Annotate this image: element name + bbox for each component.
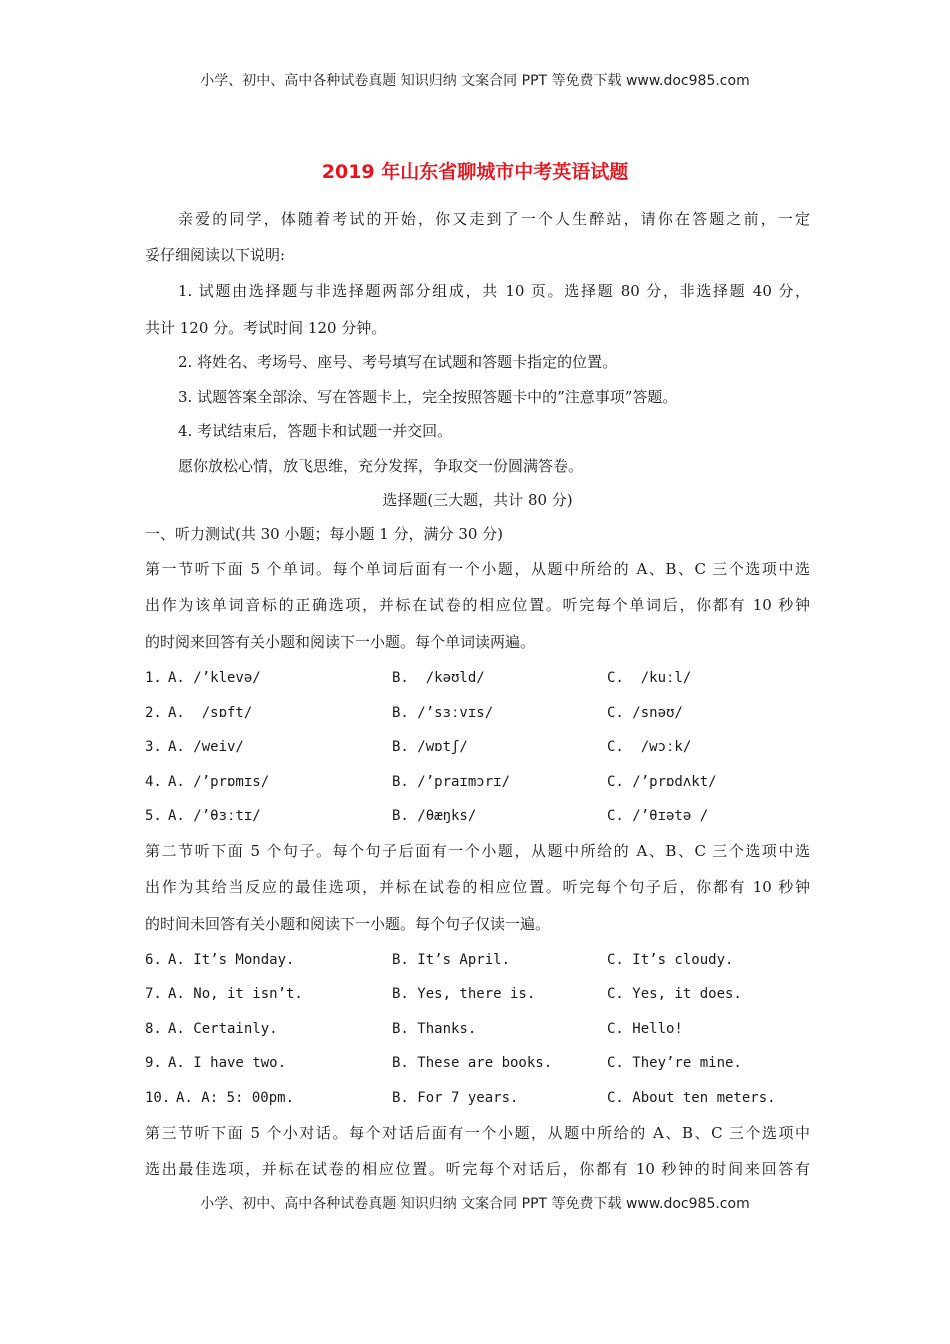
option-b: B. These are books. [392, 1055, 553, 1071]
option-b: B. Yes, there is. [392, 986, 536, 1002]
question-number: 1. [145, 670, 162, 686]
instruction-1a: 1. 试题由选择题与非选择题两部分组成，共 10 页。选择题 80 分，非选择题 40 分， [178, 282, 810, 300]
page-title: 2019 年山东省聊城市中考英语试题 [321, 161, 629, 183]
option-a: A. It’s Monday. [168, 952, 295, 968]
option-a: A. /weiv/ [168, 739, 244, 755]
wish-line: 愿你放松心情，放飞思维，充分发挥，争取交一份圆满答卷。 [178, 457, 584, 475]
question-number: 10. [145, 1090, 171, 1106]
section3-instruction-1: 第三节听下面 5 个小对话。每个对话后面有一个小题，从题中所给的 A、B、C 三个选项中 [145, 1124, 810, 1142]
section1-instruction-1: 第一节听下面 5 个单词。每个单词后面有一个小题，从题中所给的 A、B、C 三个选项中选 [145, 560, 810, 578]
section2-instruction-1: 第二节听下面 5 个句子。每个句子后面有一个小题，从题中所给的 A、B、C 三个选项中选 [145, 842, 810, 860]
intro-line-2: 妥仔细阅读以下说明: [145, 246, 286, 264]
option-b: B. /kəʊld/ [392, 670, 485, 686]
option-a: A. Certainly. [168, 1021, 278, 1037]
option-b: B. Thanks. [392, 1021, 477, 1037]
page-header: 小学、初中、高中各种试卷真题 知识归纳 文案合同 PPT 等免费下载 www.doc985.com [200, 73, 750, 89]
question-number: 5. [145, 808, 162, 824]
section2-instruction-2: 出作为其给当反应的最佳选项，并标在试卷的相应位置。听完每个句子后，你都有 10 秒钟 [145, 878, 810, 896]
option-c: C. Hello! [607, 1021, 683, 1037]
option-a: A. A: 5: 00pm. [176, 1090, 295, 1106]
question-number: 6. [145, 952, 162, 968]
option-a: A. /’θɜːtɪ/ [168, 808, 261, 824]
question-number: 3. [145, 739, 162, 755]
intro-line-1: 亲爱的同学，体随着考试的开始，你又走到了一个人生醉站，请你在答题之前，一定 [178, 210, 810, 228]
option-b: B. /θæŋks/ [392, 808, 477, 824]
question-number: 2. [145, 705, 162, 721]
option-a: A. No, it isn’t. [168, 986, 303, 1002]
option-a: A. /’prɒmɪs/ [168, 774, 270, 790]
section3-instruction-2: 选出最佳选项，并标在试卷的相应位置。听完每个对话后，你都有 10 秒钟的时间来回答有 [145, 1160, 810, 1178]
section2-instruction-3: 的时间未回答有关小题和阅读下一小题。每个句子仅读一遍。 [145, 915, 551, 933]
instruction-1b: 共计 120 分。考试时间 120 分钟。 [145, 319, 387, 337]
option-c: C. /kuːl/ [607, 670, 692, 686]
instruction-4: 4. 考试结束后，答题卡和试题一并交回。 [178, 422, 453, 440]
option-c: C. They’re mine. [607, 1055, 742, 1071]
option-b: B. /’praɪmɔrɪ/ [392, 774, 511, 790]
instruction-3: 3. 试题答案全部涂、写在答题卡上，完全按照答题卡中的”注意事项”答题。 [178, 388, 678, 406]
option-b: B. For 7 years. [392, 1090, 519, 1106]
option-c: C. /snəʊ/ [607, 705, 683, 721]
option-a: A. /’klevə/ [168, 670, 261, 686]
question-number: 9. [145, 1055, 162, 1071]
question-number: 7. [145, 986, 162, 1002]
part-heading: 选择题(三大题，共计 80 分) [382, 491, 573, 509]
option-b: B. /wɒtʃ/ [392, 739, 468, 755]
option-c: C. It’s cloudy. [607, 952, 734, 968]
option-b: B. It’s April. [392, 952, 511, 968]
option-a: A. /sɒft/ [168, 705, 253, 721]
question-number: 8. [145, 1021, 162, 1037]
option-a: A. I have two. [168, 1055, 287, 1071]
option-c: C. /wɔːk/ [607, 739, 692, 755]
page-footer: 小学、初中、高中各种试卷真题 知识归纳 文案合同 PPT 等免费下载 www.doc985.com [200, 1196, 750, 1212]
section1-instruction-3: 的时阅来回答有关小题和阅读下一小题。每个单词读两遍。 [145, 633, 536, 651]
section1-instruction-2: 出作为该单词音标的正确选项，并标在试卷的相应位置。听完每个单词后，你都有 10 秒钟 [145, 596, 810, 614]
instruction-2: 2. 将姓名、考场号、座号、考号填写在试题和答题卡指定的位置。 [178, 353, 618, 371]
option-c: C. /’prɒdʌkt/ [607, 774, 717, 790]
section-one-heading: 一、听力测试(共 30 小题；每小题 1 分，满分 30 分) [145, 525, 504, 543]
option-c: C. /’θɪətə / [607, 808, 709, 824]
question-number: 4. [145, 774, 162, 790]
option-b: B. /’sɜːvɪs/ [392, 705, 494, 721]
option-c: C. About ten meters. [607, 1090, 776, 1106]
option-c: C. Yes, it does. [607, 986, 742, 1002]
